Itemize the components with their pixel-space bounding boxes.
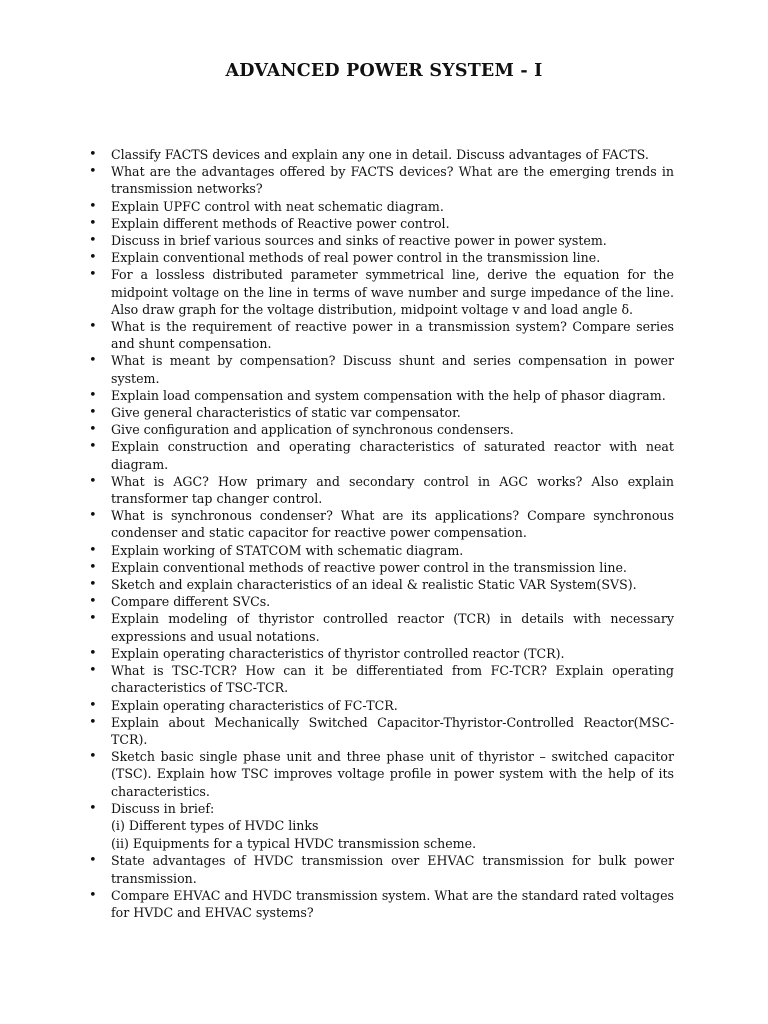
bullet-icon: • — [89, 164, 97, 180]
list-item — [89, 887, 674, 921]
list-item — [89, 266, 674, 318]
bullet-icon: • — [89, 267, 97, 283]
bullet-icon: • — [89, 645, 97, 661]
question-text: Compare different SVCs. — [111, 594, 271, 610]
sub-item-text: (ii) Equipments for a typical HVDC transmission scheme. — [111, 836, 477, 852]
question-text: Give general characteristics of static var compensator. — [111, 405, 461, 421]
question-text: Discuss in brief: — [111, 800, 215, 816]
question-text: Classify FACTS devices and explain any one in detail. Discuss advantages of FACTS. — [111, 147, 649, 162]
bullet-icon: • — [89, 405, 97, 421]
bullet-icon: • — [89, 233, 97, 249]
bullet-icon: • — [89, 853, 97, 869]
bullet-icon: • — [89, 215, 97, 231]
list-item — [89, 662, 674, 696]
question-text: Explain UPFC control with neat schematic diagram. — [111, 198, 444, 214]
question-text: What is the requirement of reactive power in a transmission system? Compare series and shunt compensation. — [111, 319, 674, 352]
bullet-icon: • — [89, 439, 97, 455]
question-text: What are the advantages offered by FACTS devices? What are the emerging trends in transmission networks? — [111, 164, 674, 197]
question-text: For a lossless distributed parameter symmetrical line, derive the equation for the midpoint voltage on the line in terms of wave number and surge impedance of the line. Also draw graph for the voltage distribution, midpoint voltage v and load angle δ. — [111, 267, 674, 317]
bullet-icon: • — [89, 663, 97, 679]
question-text: Explain operating characteristics of FC-TCR. — [111, 697, 398, 713]
bullet-icon: • — [89, 250, 97, 266]
bullet-icon: • — [89, 508, 97, 524]
question-text: Explain modeling of thyristor controlled reactor (TCR) in details with necessary expressions and usual notations. — [111, 611, 674, 644]
list-item — [89, 610, 674, 644]
question-text: Explain load compensation and system compensation with the help of phasor diagram. — [111, 387, 666, 403]
list-item — [89, 421, 674, 438]
question-text: Sketch and explain characteristics of an ideal & realistic Static VAR System(SVS). — [111, 577, 637, 593]
list-item — [89, 593, 674, 610]
list-item — [89, 559, 674, 576]
bullet-icon: • — [89, 749, 97, 765]
page-title: ADVANCED POWER SYSTEM - I — [225, 61, 543, 81]
list-item — [89, 318, 674, 352]
list-item — [89, 645, 674, 662]
list-item — [89, 714, 674, 748]
question-text: Explain operating characteristics of thyristor controlled reactor (TCR). — [111, 645, 565, 661]
question-list — [89, 146, 674, 921]
question-text: State advantages of HVDC transmission over EHVAC transmission for bulk power transmission. — [111, 853, 674, 886]
question-text: Compare EHVAC and HVDC transmission system. What are the standard rated voltages for HVDC and EHVAC systems? — [111, 887, 674, 920]
bullet-icon: • — [89, 887, 97, 903]
bullet-icon: • — [89, 147, 97, 162]
list-item — [89, 507, 674, 541]
bullet-icon: • — [89, 594, 97, 610]
bullet-icon: • — [89, 714, 97, 730]
list-item — [89, 748, 674, 800]
list-item — [89, 249, 674, 266]
question-text: Explain working of STATCOM with schematic diagram. — [111, 542, 464, 558]
bullet-icon: • — [89, 559, 97, 575]
list-item — [89, 146, 674, 163]
list-item — [89, 800, 674, 853]
list-item — [89, 198, 674, 215]
bullet-icon: • — [89, 198, 97, 214]
list-item — [89, 387, 674, 404]
question-text: Explain different methods of Reactive power control. — [111, 215, 450, 231]
question-text: Explain conventional methods of reactive power control in the transmission line. — [111, 559, 627, 575]
question-text: What is AGC? How primary and secondary control in AGC works? Also explain transformer tap changer control. — [111, 473, 674, 507]
bullet-icon: • — [89, 387, 97, 403]
list-item — [89, 542, 674, 559]
bullet-icon: • — [89, 697, 97, 713]
list-item — [89, 163, 674, 197]
list-item — [89, 215, 674, 232]
bullet-icon: • — [89, 319, 97, 335]
list-item — [89, 576, 674, 593]
question-text: What is meant by compensation? Discuss shunt and series compensation in power system. — [111, 353, 674, 386]
list-item — [89, 352, 674, 386]
bullet-icon: • — [89, 800, 97, 816]
question-text: What is TSC-TCR? How can it be differentiated from FC-TCR? Explain operating characteristics of TSC-TCR. — [111, 663, 674, 696]
bullet-icon: • — [89, 422, 97, 438]
question-text: Give configuration and application of synchronous condensers. — [111, 422, 514, 438]
bullet-icon: • — [89, 542, 97, 558]
question-text: Discuss in brief various sources and sinks of reactive power in power system. — [111, 233, 607, 249]
question-text: Explain construction and operating characteristics of saturated reactor with neat diagram. — [111, 439, 674, 472]
question-text: Sketch basic single phase unit and three phase unit of thyristor – switched capacitor (TSC). Explain how TSC improves voltage profile in power system with the help of its characteristics. — [111, 749, 674, 799]
list-item — [89, 438, 674, 472]
bullet-icon: • — [89, 473, 97, 489]
list-item — [89, 473, 674, 507]
bullet-icon: • — [89, 577, 97, 593]
question-text: Explain conventional methods of real power control in the transmission line. — [111, 250, 601, 266]
question-text: What is synchronous condenser? What are its applications? Compare synchronous condenser and static capacitor for reactive power compensation. — [111, 508, 674, 541]
bullet-icon: • — [89, 353, 97, 369]
list-item — [89, 697, 674, 714]
list-item — [89, 404, 674, 421]
bullet-icon: • — [89, 611, 97, 627]
list-item — [89, 232, 674, 249]
sub-item-text: (i) Different types of HVDC links — [111, 817, 319, 833]
question-text: Explain about Mechanically Switched Capacitor-Thyristor-Controlled Reactor(MSC-TCR). — [111, 714, 674, 747]
list-item — [89, 852, 674, 886]
